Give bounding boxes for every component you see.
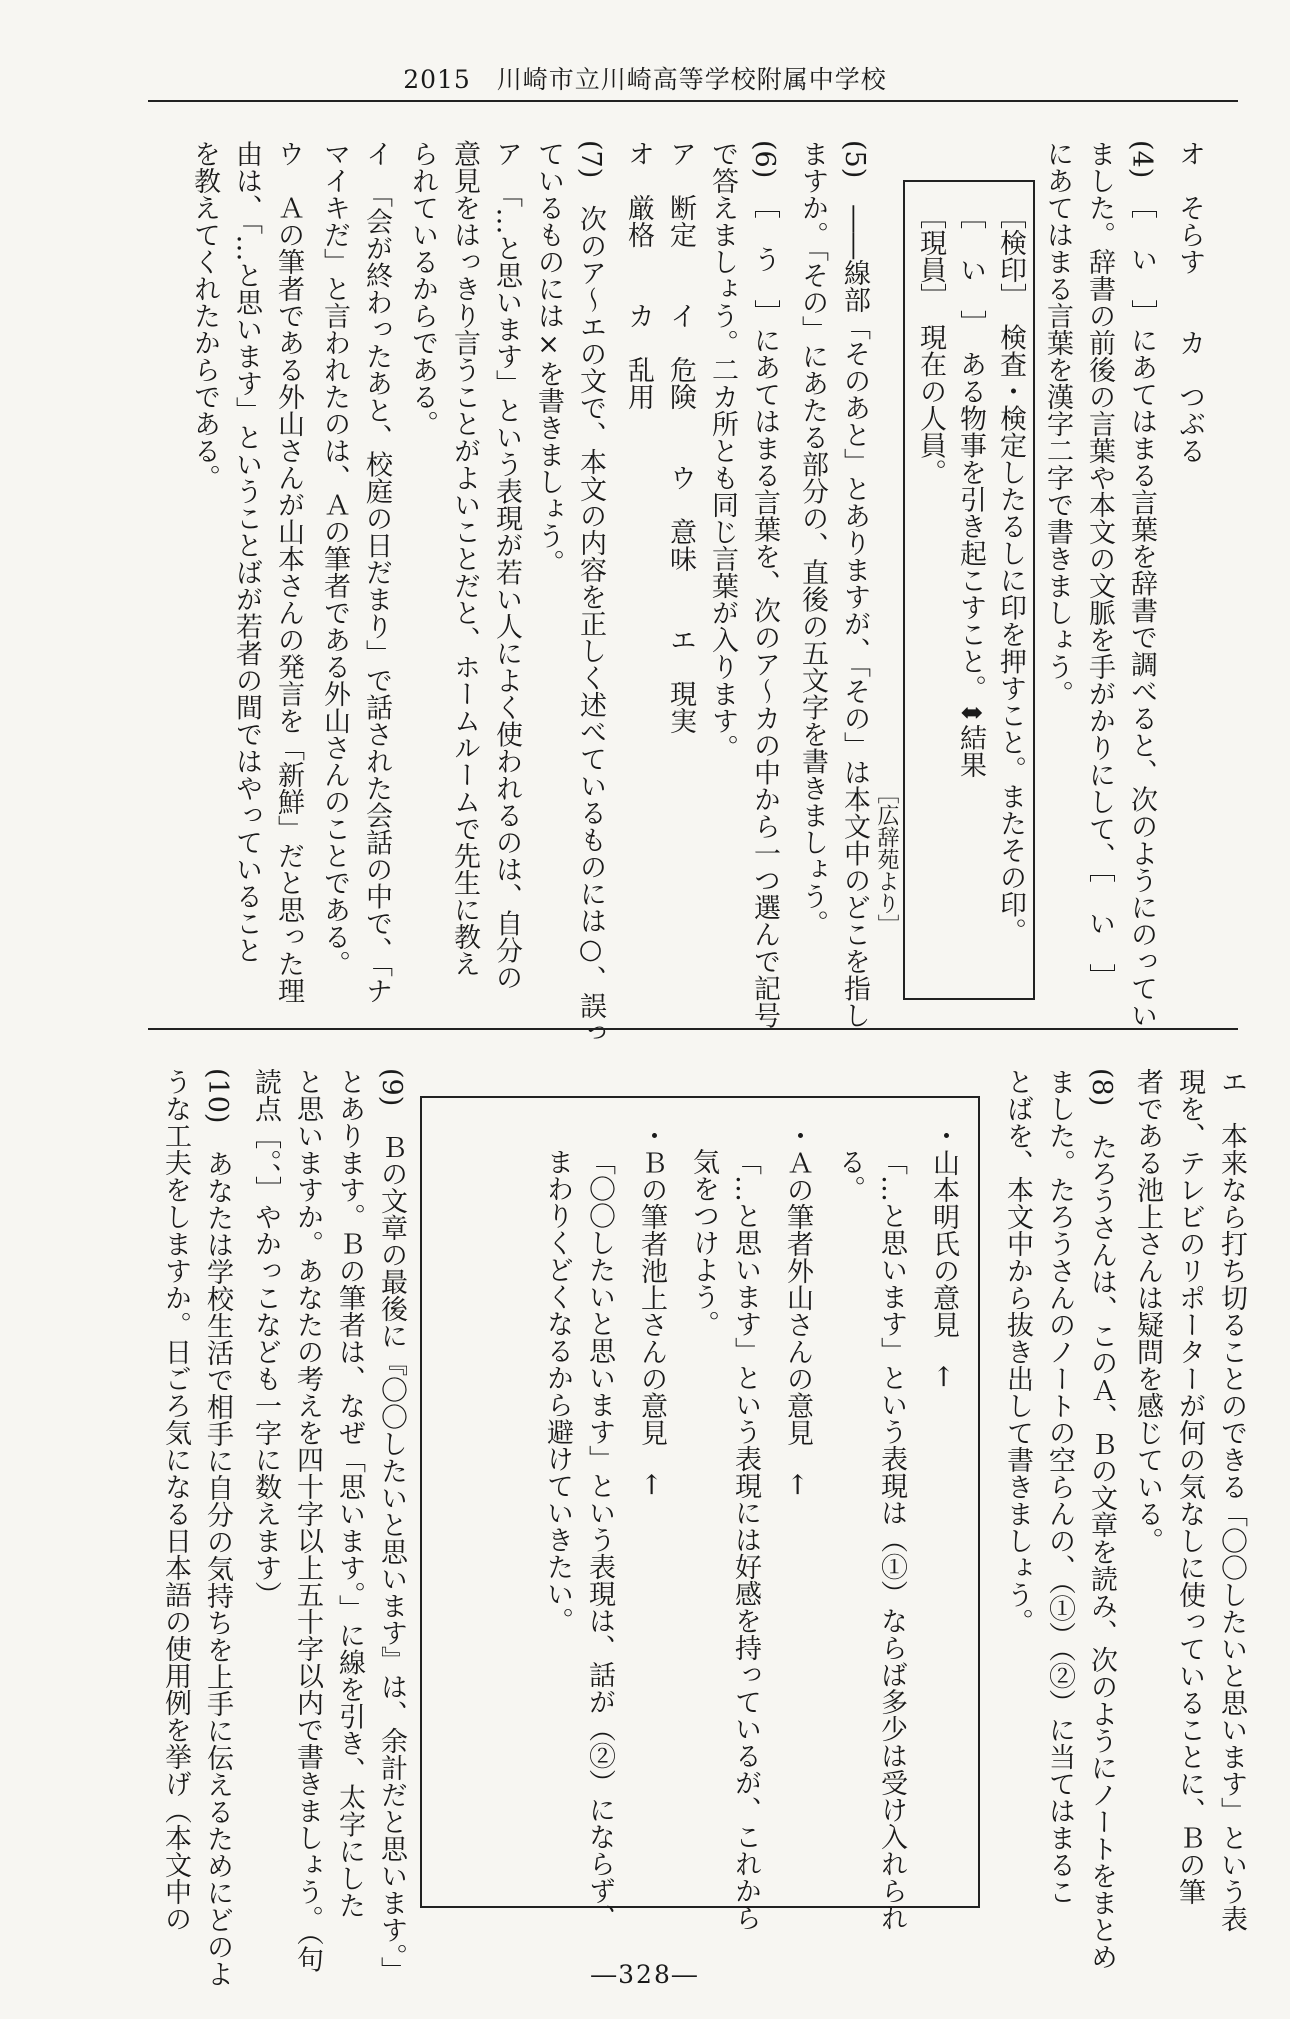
top-col-9: ますか。「その」にあたる部分の、直後の五文字を書きましょう。	[797, 140, 828, 937]
top-col-17: 意見をはっきり言うことがよいことだと、ホームルームで先生に教え	[449, 140, 480, 977]
top-col-15: ているものには×を書きましょう。	[533, 140, 564, 576]
bottom-col-15: (9) Ｂの文章の最後に『〇〇したいと思います』は、余計だと思います。」	[376, 1068, 407, 1984]
bottom-col-16: とあります。Ｂの筆者は、なぜ「思います。」に線を引き、太字にした	[334, 1068, 365, 1919]
note-line-3: る。	[834, 1148, 865, 1202]
bottom-col-3: (8) たろうさんは、このＡ、Ｂの文章を読み、次のようにノートをまとめ	[1086, 1068, 1117, 1971]
bottom-col-20: うな工夫をしますか。日ごろ気になる日本語の使用例を挙げ（本文中の	[160, 1068, 191, 1932]
note-line-7: ・Ｂの筆者池上さんの意見 ←	[636, 1122, 667, 1496]
top-col-16: ア 「…と思います」という表現が若い人によく使われるのは、自分の	[491, 140, 522, 991]
top-col-14: (7) 次のア〜エの文で、本文の内容を正しく述べているものには○、誤っ	[575, 140, 606, 1047]
top-col-3: にあてはまる言葉を漢字二字で書きましょう。	[1042, 140, 1073, 707]
dict-line-1: ［検印］ 検査・検定したるしに印を押すこと。またその印。	[995, 202, 1026, 945]
top-col-22: 由は、「…と思います」ということばが若者の間ではやっていること	[231, 140, 262, 964]
notes-box	[420, 1096, 980, 1931]
bottom-col-19: (10) あなたは学校生活で相手に自分の気持ちを上手に伝えるためにどのよ	[202, 1068, 233, 1988]
page-number: ―328―	[591, 1960, 699, 1989]
top-col-10: (6) ［ う ］にあてはまる言葉を、次のア〜カの中から一つ選んで記号	[749, 140, 780, 1029]
top-col-21: ウ Ａの筆者である外山さんが山本さんの発言を「新鮮」だと思った理	[273, 140, 304, 1004]
bottom-col-4: ました。たろうさんのノートの空らんの、（①）（②）に当てはまるこ	[1044, 1068, 1075, 1905]
top-col-1: (4) ［ い ］にあてはまる言葉を辞書で調べると、次のようにのってい	[1126, 140, 1157, 1029]
note-line-1: ・山本明氏の意見 ←	[928, 1122, 959, 1388]
section-divider	[148, 1028, 1238, 1030]
top-col-2: ました。辞書の前後の言葉や本文の文脈を手がかりにして、［ い ］	[1084, 140, 1115, 991]
note-line-9: まわりくどくなるから避けていきたい。	[542, 1148, 573, 1634]
bottom-col-1: 現を、テレビのリポーターが何の気なしに使っていることに、Ｂの筆	[1174, 1068, 1205, 1905]
note-line-5: 「…と思います」という表現には好感を持っているが、これから	[730, 1148, 761, 1931]
note-line-2: 「…と思います」という表現は（①）ならば多少は受け入れられ	[876, 1148, 907, 1931]
top-col-23: を教えてくれたからである。	[189, 140, 220, 491]
top-col-20: マイキだ」と言われたのは、Ａの筆者である外山さんのことである。	[319, 140, 350, 977]
top-col-12: ア 断定 イ 危険 ウ 意味 エ 現実	[665, 140, 696, 734]
top-section	[0, 140, 1290, 1047]
top-col-19: イ 「会が終わったあと、校庭の日だまり」で話された会話の中で、「ナ	[361, 140, 392, 1004]
bottom-col-5: とばを、本文中から抜き出して書きましょう。	[1002, 1068, 1033, 1635]
top-col-0: オ そらす カ つぶる	[1174, 140, 1205, 464]
top-col-18: られているからである。	[407, 140, 438, 437]
bottom-col-18: 読点［。、］やかっこなども一字に数えます）	[250, 1068, 281, 1608]
bottom-col-0: エ 本来なら打ち切ることのできる「〇〇したいと思います」という表	[1216, 1068, 1247, 1932]
header-rule	[148, 100, 1238, 102]
top-col-13: オ 厳格 カ 乱用	[623, 140, 654, 410]
top-col-11: で答えましょう。二カ所とも同じ言葉が入ります。	[707, 140, 738, 761]
note-line-6: 気をつけよう。	[688, 1148, 719, 1337]
dict-line-2: ［ い ］ ある物事を引き起こすこと。⬍結果	[955, 202, 986, 779]
bottom-col-2: 者である池上さんは疑問を感じている。	[1132, 1068, 1163, 1554]
dictionary-box	[874, 180, 1035, 1000]
top-col-8: (5) ――線部「そのあと」とありますが、「その」は本文中のどこを指し	[839, 140, 870, 1029]
note-line-8: 「〇〇したいと思います」という表現は、話が（②）にならず、	[584, 1148, 615, 1931]
dict-source: ［広辞苑より］	[874, 782, 899, 936]
bottom-col-17: と思いますか。あなたの考えを四十字以上五十字以内で書きましょう。（句	[292, 1068, 323, 1973]
page-header: 2015 川崎市立川崎高等学校附属中学校	[403, 65, 887, 94]
note-line-4: ・Ａの筆者外山さんの意見 ←	[782, 1122, 813, 1496]
dict-line-3: ［現員］ 現在の人員。	[915, 202, 946, 486]
